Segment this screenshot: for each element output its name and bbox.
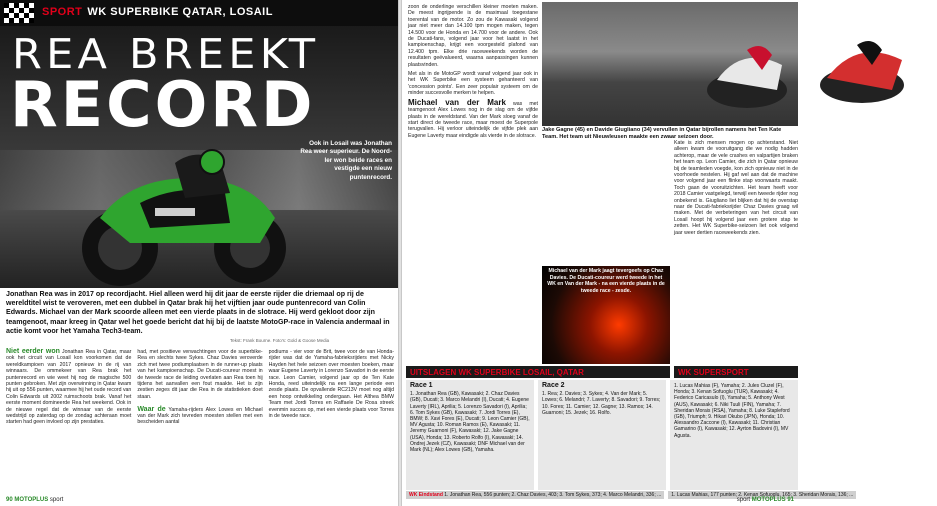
footer-right (737, 497, 794, 503)
left-page (0, 0, 398, 506)
results-header-right (674, 366, 798, 378)
rubric-event: WK SUPERBIKE QATAR, LOSAIL (87, 6, 273, 18)
wc-left: 1. Jonathan Rea, 556 punten; 2. Chaz Davies, 403; 3. Tom Sykes, 373; 4. Marco Melandri, 336; ... (444, 492, 662, 498)
body-column-2 (137, 349, 262, 494)
results-grid (406, 380, 798, 490)
right-column-1-text: zoon de onderlinge verschillen kleiner moeten maken. De meest ingrijpende is de maximaal toegestane toerental van de motor. Zo zou de Kawasaki volgend jaar niet meer dan 14.100 tpm mogen maken, tegen 14.500 voor de Honda en 14.700 voor de andere. Ook de Ducati-fans, volgend jaar voor het laatst in het kampioenschap, krijgt een voorgesteld plafond van 12.400 tpm. Elke drie raceweekends worden de resultaten geëvalueerd, waarna aanpassingen kunnen plaatsvinden. (408, 4, 538, 68)
right-column-3: Kate is zich mensen mogen op achterstand. Niet alleen kwam de vooruitgang die we nodig hadden achterop, maar de vele crashes en valpartijen braken het team op. Leon Camier, die zich in Qatar opnieuw bij de teamleden voegde, kon zich opnieuw niet in de voorhoede nestelen. Hij gaf wel aan dat de machine voor volgend jaar een flinke stap voorwaarts maakt. Toch gaan de vooruitzichten. Het team heeft voor 2018 Camier vastgelegd, terwijl een tweede rijder nog onbekend is. Giugliano liet blijken dat hij de overstap naar de Ducati-fabrieksrijder Chaz Davies graag wil maken. Met de verbeteringen van het circuit van Losail hoopt hij volgend jaar een grotere stap te zetten. Het WK Superbike-seizoen liet ook volgend jaar weer dertien raceweekends zien. (674, 140, 798, 236)
photo-credit: Tekst: Frank Bourne. Foto's: Gold & Goose Media (230, 338, 330, 343)
column-1-text: Jonathan Rea in Qatar, maar ook het circuit van Losail kon voorkomen dat de wereldkampioen van 2017 opnieuw in de rij van winnaars. De ommekeer van Rea brak het puntenrecord en wie weet hij nog de magische 500 punten gebroken. Met zijn overwinning in Qatar kwam hij uit op 556 punten, waarmee hij het oude record van Colin Edwards uit 2002 ruimschoots brak. Vanaf het eerste moment domineerde Rea het weekend. Ook in de nieuwe regel dat de winnaar van de eerste wedstrijd op zaterdag op de zondag achteraan moet starten had geen invloed op zijn prestaties. (6, 349, 132, 426)
race2-title: Race 2 (542, 382, 565, 389)
rubric-section: SPORT (42, 6, 83, 18)
footer-left (6, 497, 63, 503)
section-name-right: sport (736, 497, 751, 503)
right-column-1-text2: Met als in de MotoGP wordt vanaf volgend jaar ook in het WK Superbike een systeem gehanteerd van 'concession points'. Een zeer populair systeem om de minder succesvolle merken te helpen. (408, 71, 538, 97)
results-header-right-red: WK (678, 368, 692, 377)
right-column-1 (408, 4, 538, 284)
supersport-text: 1. Lucas Mahias (F), Yamaha; 2. Jules Cluzel (F), Honda; 3. Kenan Sofuoglu (TUR), Kawasaki; 4. Federico Caricasulo (I), Yamaha; 5. Anthony West (AUS), Kawasaki; 6. Niki Tuuli (FIN), Yamaha; 7. Sheridan Morais (RSA), Yamaha; 8. Luke Stapleford (GB), Triumph; 9. Hikari Okubo (JPN), Honda; 10. Alessandro Zaccone (I), Kawasaki; 11. Christian Gamarino (I), Kawasaki; 12. Ayrton Badovini (I), MV Agusta. (674, 383, 790, 439)
wc-right: 1. Lucas Mahias, 177 punten; 2. Kenan Sofuoglu, 165; 3. Sheridan Morais, 136; ... (671, 492, 854, 498)
magazine-name-right: MOTOPLUS (751, 497, 786, 503)
body-columns (6, 349, 394, 494)
rubric (42, 6, 273, 18)
subhead-van-der-mark: Michael van der Mark (408, 97, 506, 107)
wsbk-standings (406, 491, 664, 499)
section-name-left: sport (49, 497, 64, 503)
results-header-right-text: SUPERSPORT (691, 368, 749, 377)
rubric-bar (0, 0, 398, 26)
race2-results (538, 380, 666, 490)
results-header (406, 366, 798, 378)
page-number-left: 90 (6, 497, 13, 503)
right-page (402, 0, 854, 506)
magazine-name-left: MOTOPLUS (14, 497, 49, 503)
column-3-text: podiums - vier voor de Brit, twee voor de van Honda-rijder was dat de Yamaha-fabrieksrijders met Nicky Hayden het hele seizoen over moesten boeken, maar waar Eugene Laverty in Lorenzo Savadori in de eerste race. Leon Camier, volgend jaar op de Ten Kate Honda, reed uiteindelijk na een lange periode een zesde plaats. De opvallende RC213V moet nog altijd een hoop ontwikkeling ondergaan. Het Althea BMW Team met Jordi Torres en Raffaele De Rosa streek evenmin succes op, met een vierde plaats voor Torres in de tweede race. (268, 349, 394, 420)
race1-results (406, 380, 534, 490)
race1-text: 1. Jonathan Rea (GB), Kawasaki; 2. Chaz Davies (GB), Ducati; 3. Marco Melandri (I), Ducati; 4. Eugene Laverty (IRL), Aprilia; 5. Lorenzo Savadori (I), Aprilia; 6. Tom Sykes (GB), Kawasaki; 7. Jordi Torres (E), BMW; 8. Xavi Fores (E), Ducati; 9. Leon Camier (GB), MV Agusta; 10. Roman Ramos (E), Kawasaki; 11. Jeremy Guarnoni (F), Kawasaki; 12. Jake Gagne (USA), Honda; 13. Roberto Rolfo (I), Kawasaki; 14. Ondrej Jezek (CZ), Kawasaki; DNF Michael van der Mark (NL); Alex Lowes (GB), Yamaha. (410, 391, 530, 454)
kawasaki-bike-illustration (60, 148, 300, 288)
race2-text: 1. Rea; 2. Davies; 3. Sykes; 4. Van der Mark; 5. Lowes; 6. Melandri; 7. Laverty; 8. Savadori; 9. Torres; 10. Fores; 11. Camier; 12. Gagne; 13. Ramos; 14. Guarnoni; 15. Jezek; 16. Rolfo. (542, 391, 661, 416)
race-photo-gagne (542, 2, 798, 126)
photo1-caption: Jake Gagne (45) en Davide Giugliano (34) vervullen in Qatar bijrollen namens het Ten Kate Team. Het team uit Nieuwleusen maakte een zwaar seizoen door. (542, 127, 782, 140)
results-header-left-red: UITSLAGEN (410, 368, 457, 377)
page-number-right: 91 (787, 497, 794, 503)
results-header-left-text: WK SUPERBIKE LOSAIL, QATAR (456, 368, 584, 377)
column-2-subtext: Yamaha-rijders Alex Lowes en Michael van der Mark zich tevreden moesten stellen met een bescheiden aantal (137, 406, 263, 426)
photo2-caption: Michael van der Mark jaagt tevergeefs op Chaz Davies. De Ducati-coureur werd tweede in het WK en Van der Mark - na een vierde plaats in de tweede race - zesde. (547, 268, 665, 294)
hero-caption: Ook in Losail was Jonathan Rea weer superieur. De Noord-Ier won beide races en vestigde een nieuw puntenrecord. (300, 140, 392, 181)
wc-label: WK Eindstand (409, 492, 443, 498)
riders-illustration (687, 10, 937, 120)
article-lede: Jonathan Rea was in 2017 op recordjacht. Hiel alleen werd hij dit jaar de eerste rijder die driemaal op rij de wereldtitel wist te veroveren, met een dubbel in Qatar brak hij het vijftien jaar oude puntenrecord van Colin Edwards. Michael van der Mark scoorde alleen met een vierde plaats in de slotrace. Hij werd gekloot door zijn teamgenoot, maar kreeg in Qatar wel het goede bericht dat hij bij de laatste MotoGP-race in Valencia andermaal in actie komt voor het Yamaha Tech3-team. (6, 290, 390, 335)
subhead-text: was met teamgenoot Alex Lowes nog in de slag om de vijfde plaats in de wereldstand. Van der Mark sloeg vanaf de start direct de tweede race, maar moest de Superpole terugvallen. Hij verloor uiteindelijk de vijfde plek aan Eugene Laverty maar eindigde als vierde in de slotrace. (408, 100, 539, 139)
race1-title: Race 1 (410, 382, 433, 389)
drop-intro: Niet eerder won (6, 348, 60, 355)
column-2-subhead: Waar de (137, 405, 166, 413)
hero-photo (0, 0, 398, 288)
column-2-text: had, met positieve verwachtingen voor de superbike-Rea en slechts twee Sykes. Chaz Davies veroverde zich met twee podiumplaatsen in de runner-up plaats van het kampioenschap. De Ducati-coureur moest in de tweede race de leiding overlaten aan Rea toen hij tijdens het aanvallen een fout maakte. Het is zijn zestien zeges dit jaar die Rea in de statistieken doet staan. (137, 349, 263, 400)
right-column-1-sub (408, 97, 539, 139)
checkered-flag-icon (4, 3, 34, 23)
results-header-left (406, 366, 670, 378)
headline-line1: REA BREEKT (12, 30, 320, 78)
headline-line2: RECORD (10, 68, 316, 141)
supersport-results (670, 380, 798, 490)
body-column-3 (269, 349, 394, 494)
body-column-1 (6, 349, 131, 494)
